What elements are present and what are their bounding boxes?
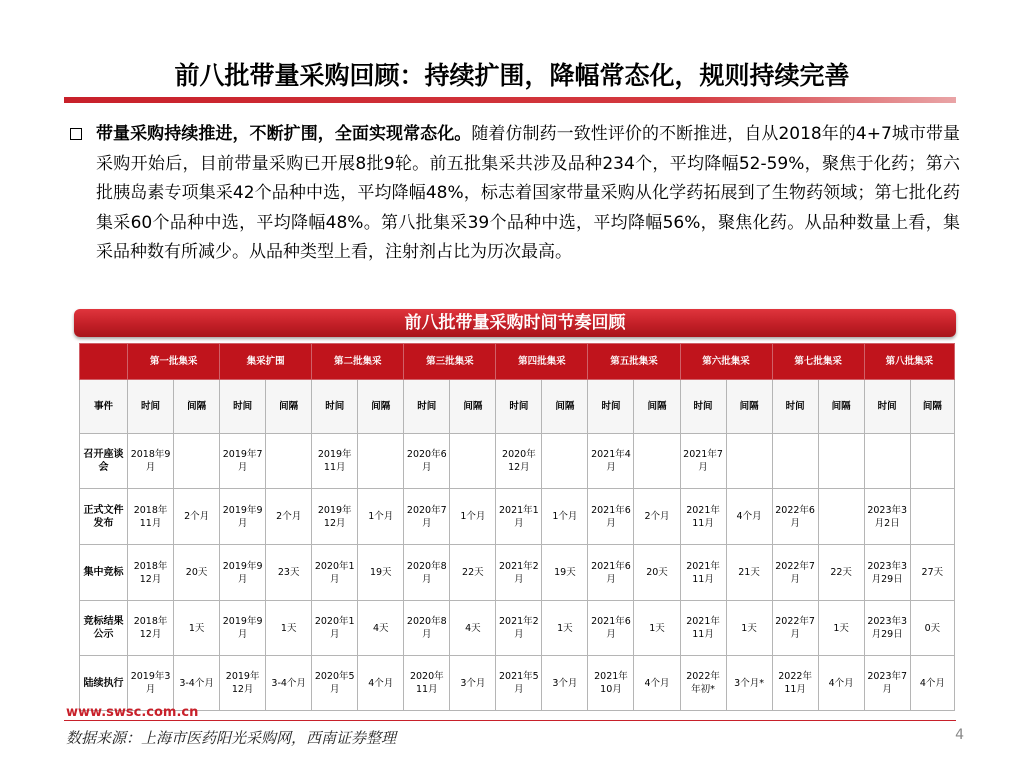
interval-cell: 1天 — [266, 601, 312, 656]
time-header: 时间 — [312, 380, 358, 434]
table-row — [80, 601, 955, 656]
page-number: 4 — [955, 727, 964, 743]
interval-header: 间隔 — [910, 380, 954, 434]
time-cell: 2021年7月 — [680, 434, 726, 489]
interval-cell — [358, 434, 404, 489]
time-cell: 2022年11月 — [772, 656, 818, 711]
time-cell: 2019年12月 — [312, 489, 358, 545]
time-cell: 2018年9月 — [128, 434, 174, 489]
time-cell: 2020年6月 — [404, 434, 450, 489]
time-cell: 2020年1月 — [312, 601, 358, 656]
time-cell: 2019年9月 — [220, 489, 266, 545]
interval-cell — [542, 434, 588, 489]
checkbox-bullet-icon — [70, 128, 82, 140]
time-header: 时间 — [588, 380, 634, 434]
column-header-row — [80, 380, 955, 434]
event-header: 事件 — [80, 380, 128, 434]
interval-cell — [174, 434, 220, 489]
summary-text — [96, 120, 960, 268]
event-cell: 竞标结果公示 — [80, 601, 128, 656]
interval-cell: 21天 — [726, 545, 772, 601]
time-cell: 2021年2月 — [496, 601, 542, 656]
batch-header: 第一批集采 — [128, 344, 220, 380]
time-header: 时间 — [680, 380, 726, 434]
interval-cell: 1个月 — [358, 489, 404, 545]
interval-cell: 3个月* — [726, 656, 772, 711]
table-banner: 前八批带量采购时间节奏回顾 — [74, 309, 956, 337]
time-cell: 2020年11月 — [404, 656, 450, 711]
time-cell: 2021年1月 — [496, 489, 542, 545]
interval-cell: 3个月 — [542, 656, 588, 711]
time-cell: 2018年12月 — [128, 545, 174, 601]
interval-cell: 3-4个月 — [174, 656, 220, 711]
time-cell: 2022年年初* — [680, 656, 726, 711]
table-row — [80, 545, 955, 601]
batch-header: 第五批集采 — [588, 344, 680, 380]
time-cell: 2022年6月 — [772, 489, 818, 545]
time-cell: 2021年11月 — [680, 545, 726, 601]
interval-cell — [818, 489, 864, 545]
interval-cell: 1个月 — [542, 489, 588, 545]
interval-cell: 19天 — [358, 545, 404, 601]
interval-header: 间隔 — [542, 380, 588, 434]
interval-cell: 4个月 — [818, 656, 864, 711]
interval-cell: 1天 — [818, 601, 864, 656]
interval-header: 间隔 — [266, 380, 312, 434]
interval-cell: 4个月 — [634, 656, 680, 711]
summary-lead: 带量采购持续推进，不断扩围，全面实现常态化。 — [96, 124, 472, 144]
interval-cell: 22天 — [450, 545, 496, 601]
time-cell: 2021年2月 — [496, 545, 542, 601]
interval-cell: 3-4个月 — [266, 656, 312, 711]
time-cell: 2020年5月 — [312, 656, 358, 711]
time-cell: 2023年3月29日 — [864, 601, 910, 656]
corner-cell — [80, 344, 128, 380]
time-cell: 2023年3月29日 — [864, 545, 910, 601]
interval-header: 间隔 — [450, 380, 496, 434]
time-cell: 2019年9月 — [220, 545, 266, 601]
time-cell: 2023年7月 — [864, 656, 910, 711]
interval-cell: 20天 — [174, 545, 220, 601]
time-cell: 2021年6月 — [588, 601, 634, 656]
interval-cell: 1天 — [174, 601, 220, 656]
event-cell: 召开座谈会 — [80, 434, 128, 489]
time-cell: 2021年11月 — [680, 489, 726, 545]
batch-header: 第六批集采 — [680, 344, 772, 380]
footer-divider — [64, 720, 956, 721]
interval-cell: 1个月 — [450, 489, 496, 545]
interval-header: 间隔 — [358, 380, 404, 434]
time-cell: 2019年3月 — [128, 656, 174, 711]
interval-cell: 4个月 — [910, 656, 954, 711]
interval-cell — [634, 434, 680, 489]
interval-cell — [910, 434, 954, 489]
batch-header: 第八批集采 — [864, 344, 954, 380]
data-source: 数据来源：上海市医药阳光采购网，西南证券整理 — [66, 729, 397, 747]
time-header: 时间 — [864, 380, 910, 434]
table-row — [80, 434, 955, 489]
time-cell: 2020年8月 — [404, 545, 450, 601]
batch-header: 集采扩围 — [220, 344, 312, 380]
batch-header: 第四批集采 — [496, 344, 588, 380]
event-cell: 集中竞标 — [80, 545, 128, 601]
interval-header: 间隔 — [726, 380, 772, 434]
interval-cell: 1天 — [634, 601, 680, 656]
page-title: 前八批带量采购回顾：持续扩围，降幅常态化，规则持续完善 — [174, 61, 850, 90]
batch-header-row — [80, 344, 955, 380]
interval-cell: 2个月 — [174, 489, 220, 545]
time-cell: 2020年8月 — [404, 601, 450, 656]
time-cell — [864, 434, 910, 489]
interval-cell: 1天 — [726, 601, 772, 656]
time-header: 时间 — [220, 380, 266, 434]
interval-cell — [726, 434, 772, 489]
interval-cell: 23天 — [266, 545, 312, 601]
time-cell: 2020年7月 — [404, 489, 450, 545]
time-cell: 2021年6月 — [588, 489, 634, 545]
interval-cell: 4个月 — [358, 656, 404, 711]
time-cell: 2021年11月 — [680, 601, 726, 656]
footer-url: www.swsc.com.cn — [66, 705, 199, 720]
title-divider — [64, 97, 956, 103]
interval-cell — [450, 434, 496, 489]
interval-cell — [266, 434, 312, 489]
time-cell: 2022年7月 — [772, 545, 818, 601]
time-cell: 2018年12月 — [128, 601, 174, 656]
interval-cell: 19天 — [542, 545, 588, 601]
time-cell: 2018年11月 — [128, 489, 174, 545]
procurement-schedule-table — [79, 343, 955, 711]
batch-header: 第七批集采 — [772, 344, 864, 380]
summary-paragraph — [70, 120, 960, 268]
interval-cell — [818, 434, 864, 489]
interval-cell — [910, 489, 954, 545]
time-cell: 2021年5月 — [496, 656, 542, 711]
time-cell: 2020年1月 — [312, 545, 358, 601]
interval-cell: 20天 — [634, 545, 680, 601]
interval-cell: 1天 — [542, 601, 588, 656]
time-header: 时间 — [404, 380, 450, 434]
time-cell: 2022年7月 — [772, 601, 818, 656]
time-cell: 2019年9月 — [220, 601, 266, 656]
interval-cell: 4天 — [450, 601, 496, 656]
interval-cell: 2个月 — [266, 489, 312, 545]
time-cell: 2019年11月 — [312, 434, 358, 489]
event-cell: 陆续执行 — [80, 656, 128, 711]
event-cell: 正式文件发布 — [80, 489, 128, 545]
time-cell: 2019年12月 — [220, 656, 266, 711]
time-cell: 2021年4月 — [588, 434, 634, 489]
time-cell — [772, 434, 818, 489]
interval-cell: 4天 — [358, 601, 404, 656]
summary-body: 随着仿制药一致性评价的不断推进，自从2018年的4+7城市带量采购开始后，目前带量采购已开展8批9轮。前五批集采共涉及品种234个，平均降幅52-59%，聚焦于化药；第六批胰岛素专项集采42个品种中选，平均降幅48%，标志着国家带量采购从化学药拓展到了生物药领域；第七批化药集采60个品种中选，平均降幅48%。第八批集采39个品种中选，平均降幅56%，聚焦化药。从品种数量上看，集采品种数有所减少。从品种类型上看，注射剂占比为历次最高。 — [96, 124, 961, 262]
batch-header: 第三批集采 — [404, 344, 496, 380]
time-cell: 2020年12月 — [496, 434, 542, 489]
interval-cell: 4个月 — [726, 489, 772, 545]
time-header: 时间 — [772, 380, 818, 434]
table-row — [80, 489, 955, 545]
time-cell: 2021年6月 — [588, 545, 634, 601]
table-row — [80, 656, 955, 711]
interval-cell: 27天 — [910, 545, 954, 601]
interval-header: 间隔 — [174, 380, 220, 434]
time-header: 时间 — [496, 380, 542, 434]
time-cell: 2021年10月 — [588, 656, 634, 711]
interval-cell: 22天 — [818, 545, 864, 601]
interval-cell: 3个月 — [450, 656, 496, 711]
interval-header: 间隔 — [634, 380, 680, 434]
interval-cell: 0天 — [910, 601, 954, 656]
batch-header: 第二批集采 — [312, 344, 404, 380]
time-cell: 2023年3月2日 — [864, 489, 910, 545]
time-header: 时间 — [128, 380, 174, 434]
interval-header: 间隔 — [818, 380, 864, 434]
interval-cell: 2个月 — [634, 489, 680, 545]
time-cell: 2019年7月 — [220, 434, 266, 489]
